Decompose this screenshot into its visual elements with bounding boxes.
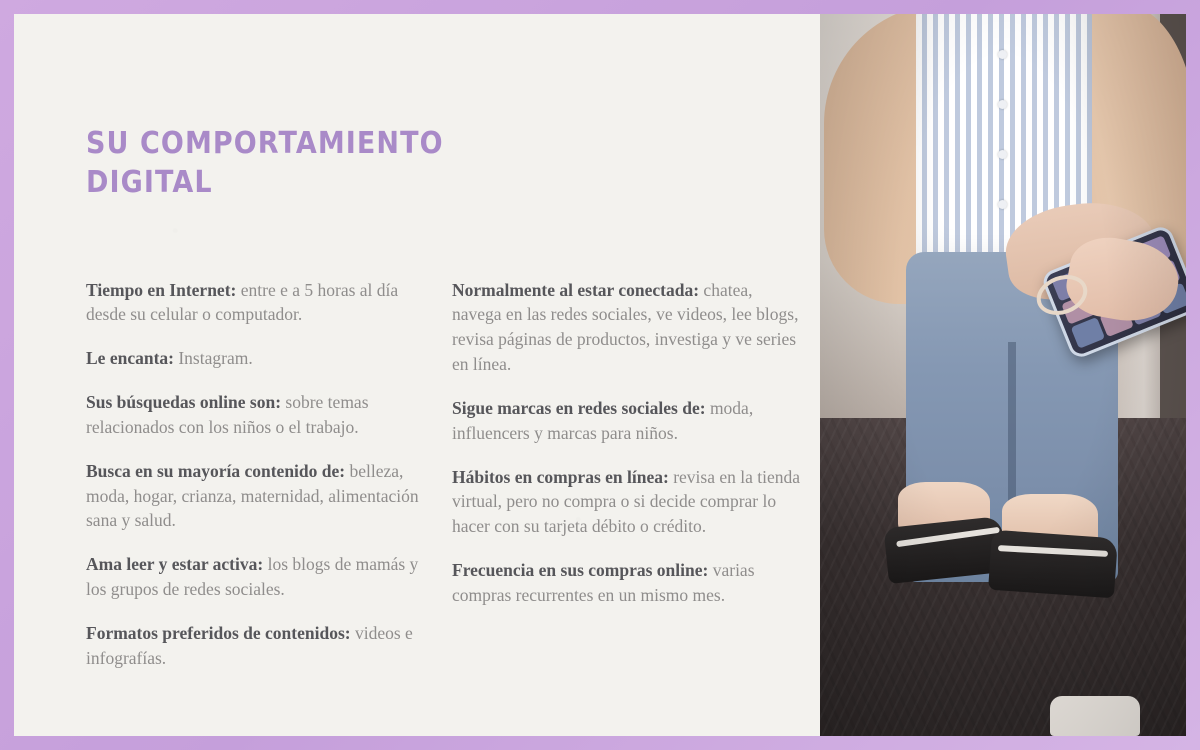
list-item-lead: Ama leer y estar activa: <box>86 554 264 575</box>
list-item <box>86 278 426 328</box>
list-item-text: entre e a 5 horas al día desde su celular o computador. <box>86 279 399 325</box>
content-panel <box>14 14 820 736</box>
column-right <box>452 260 802 671</box>
columns <box>74 260 820 671</box>
list-item <box>452 396 802 446</box>
list-item <box>86 346 426 371</box>
list-item <box>86 459 426 534</box>
list-item-lead: Normalmente al estar conectada: <box>452 279 700 300</box>
list-item-lead: Tiempo en Internet: <box>86 279 237 300</box>
list-item-text: Instagram. <box>173 348 253 369</box>
list-item-text: revisa en la tienda virtual, pero no compra o si decide comprar lo hacer con su tarjeta débito o crédito. <box>452 466 801 537</box>
photo-woman-with-phone <box>820 14 1186 736</box>
list-item-text: moda, influencers y marcas para niños. <box>452 397 754 443</box>
list-item-text: sobre temas relacionados con los niños o el trabajo. <box>86 392 369 437</box>
list-item-text: chatea, navega en las redes sociales, ve videos, lee blogs, revisa páginas de productos, investiga y ve series en línea. <box>452 279 799 375</box>
list-item-lead: Frecuencia en sus compras online: <box>452 560 709 581</box>
page-title-line-1: SU COMPORTAMIENTO <box>86 126 444 161</box>
column-left <box>86 260 426 671</box>
list-item-lead: Sigue marcas en redes sociales de: <box>452 397 706 418</box>
list-item-text: belleza, moda, hogar, crianza, maternidad, alimentación sana y salud. <box>86 460 419 531</box>
list-item-text: varias compras recurrentes en un mismo mes. <box>452 560 755 605</box>
list-item-lead: Busca en su mayoría contenido de: <box>86 460 346 481</box>
page-title <box>86 124 464 202</box>
list-item-text: los blogs de mamás y los grupos de redes sociales. <box>86 554 419 600</box>
list-item <box>86 390 426 440</box>
list-item <box>452 465 802 540</box>
list-item-lead: Formatos preferidos de contenidos: <box>86 622 351 643</box>
list-item-text: videos e infografías. <box>86 622 413 668</box>
list-item <box>452 558 802 608</box>
list-item-lead: Sus búsquedas online son: <box>86 392 282 413</box>
photo-vignette <box>820 14 1186 736</box>
list-item <box>452 278 802 377</box>
page-title-line-2: DIGITAL <box>86 165 213 200</box>
list-item <box>86 552 426 602</box>
slide-card <box>14 14 1186 736</box>
list-item-lead: Hábitos en compras en línea: <box>452 466 669 487</box>
list-item-lead: Le encanta: <box>86 348 174 369</box>
list-item <box>86 621 426 671</box>
